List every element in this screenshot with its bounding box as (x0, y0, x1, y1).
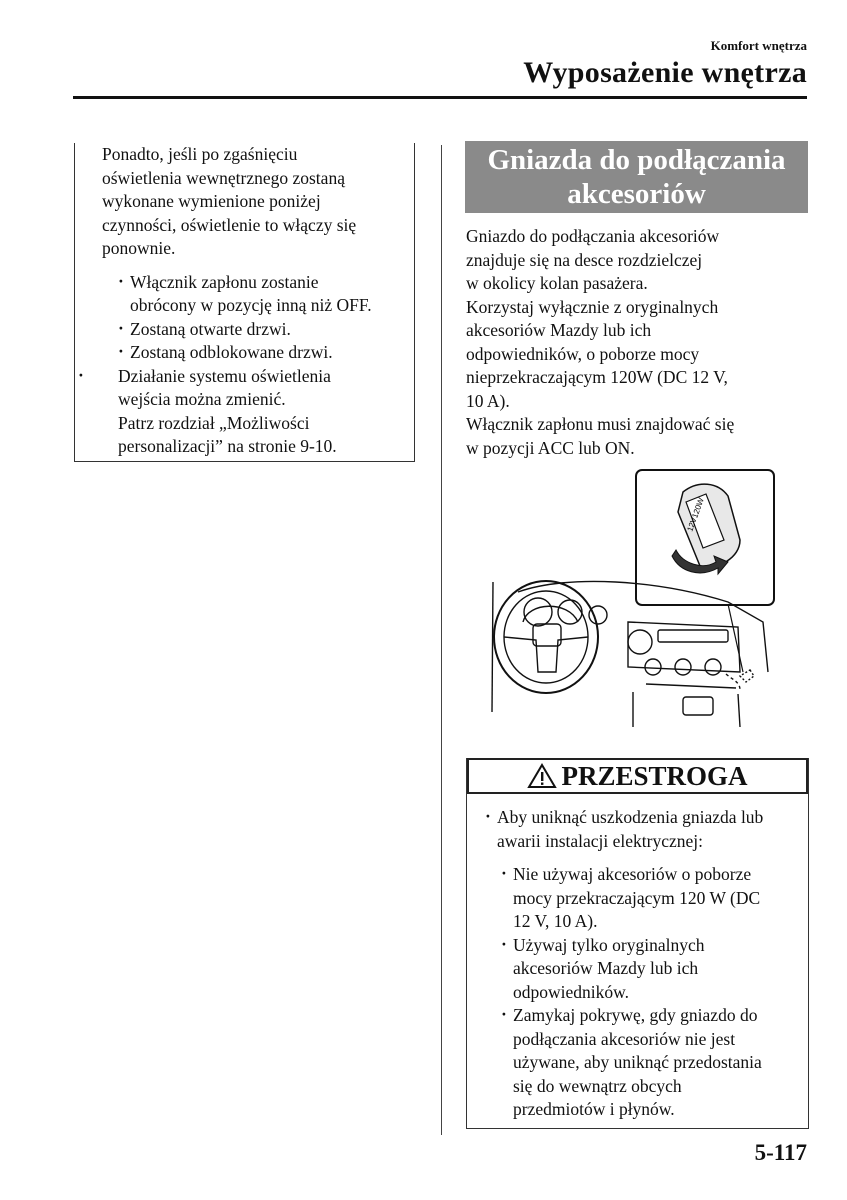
warning-triangle-icon (527, 763, 557, 789)
dashboard-illustration (478, 462, 808, 732)
note-content (102, 143, 402, 459)
section-title: Gniazda do podłączania akcesoriów (465, 141, 808, 213)
page-number: 5-117 (754, 1140, 807, 1165)
header-rule (73, 96, 807, 99)
page-title: Wyposażenie wnętrza (523, 56, 807, 89)
list-item: · Działanie systemu oświetlenia wejścia można zmienić. Patrz rozdział „Możliwości personalizacji” na stronie 9-10. (74, 365, 448, 459)
note-box (74, 143, 415, 462)
list-item: · Włącznik zapłonu zostanie obrócony w pozycję inną niż OFF. (114, 271, 402, 318)
column-divider (441, 145, 442, 1135)
section-header: Komfort wnętrza (710, 38, 807, 53)
caution-heading: PRZESTROGA (467, 758, 808, 794)
list-item: · Używaj tylko oryginalnych akcesoriów Mazdy lub ich odpowiedników. (497, 934, 799, 1005)
list-item: · Zostaną odblokowane drzwi. (114, 341, 402, 365)
section-body: Gniazdo do podłączania akcesoriów znajduje się na desce rozdzielczej w okolicy kolan pasażera. Korzystaj wyłącznie z oryginalnych akcesoriów Mazdy lub ich odpowiedników, o poborze mocy nieprzekraczającym 120W (DC 12 V, 10 A). Włącznik zapłonu musi znajdować się w pozycji ACC lub ON. (466, 226, 735, 458)
caution-content (481, 806, 799, 1122)
note-intro: Ponadto, jeśli po zgaśnięciu oświetlenia wewnętrznego zostaną wykonane wymienione poniżej czynności, oświetlenie to włączy się ponownie. (102, 144, 357, 258)
list-item: · Nie używaj akcesoriów o poborze mocy przekraczającym 120 W (DC 12 V, 10 A). (497, 863, 799, 934)
list-item: · Aby uniknąć uszkodzenia gniazda lub awarii instalacji elektrycznej: (481, 806, 799, 853)
list-item: · Zamykaj pokrywę, gdy gniazdo do podłączania akcesoriów nie jest używane, aby uniknąć przedostania się do wewnątrz obcych przedmiotów i płynów. (497, 1004, 799, 1122)
accessory-socket-figure (478, 462, 808, 732)
socket-rating-label: 12V120W (685, 496, 706, 533)
list-item: · Zostaną otwarte drzwi. (114, 318, 402, 342)
caution-box (466, 758, 809, 1129)
